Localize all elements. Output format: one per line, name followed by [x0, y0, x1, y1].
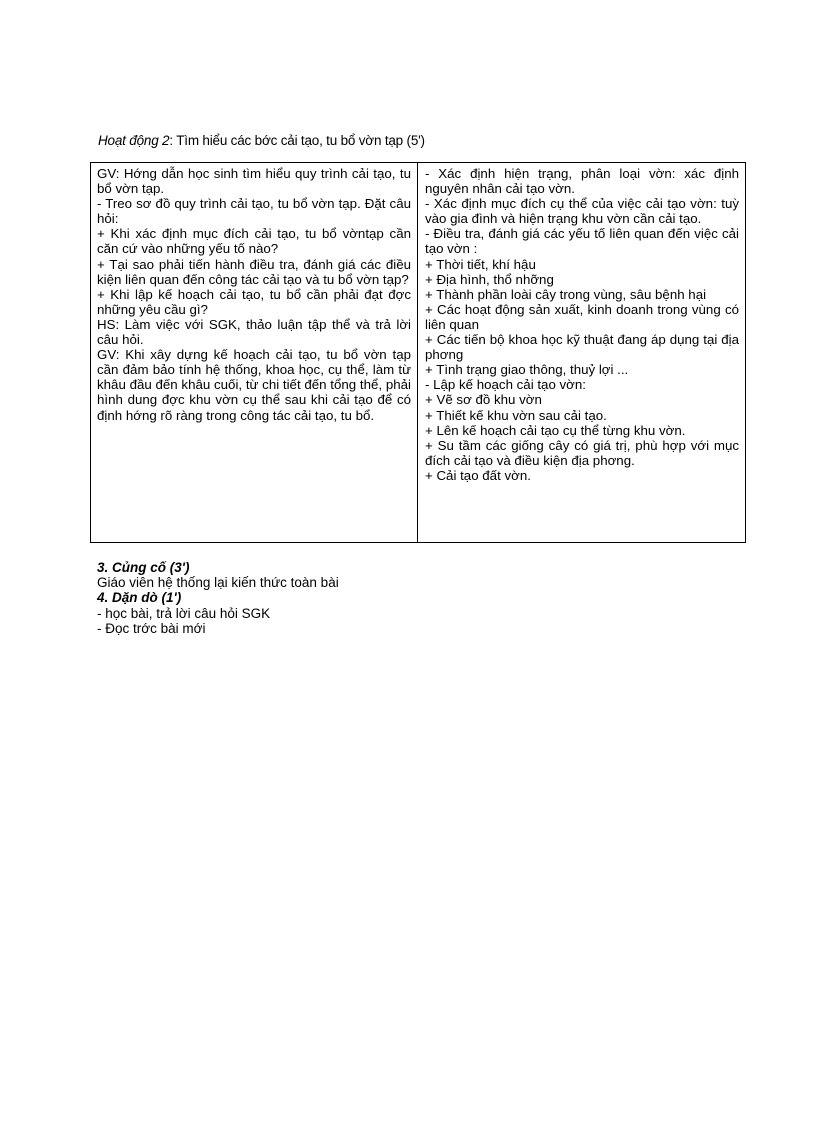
- consolidation-text: Giáo viên hệ thống lại kiến thức toàn bài: [97, 575, 339, 590]
- left-paragraph: HS: Làm việc với SGK, thảo luận tập thể và trả lời câu hỏi.: [97, 316, 411, 348]
- right-paragraph: + Các hoạt động sản xuất, kinh doanh trong vùng có liên quan: [425, 301, 739, 332]
- activity-title: : Tìm hiểu các bớc cải tạo, tu bổ vờn tạp (5'): [169, 133, 425, 148]
- activity-label: Hoạt động 2: [98, 133, 170, 148]
- right-paragraph: + Su tầm các giống cây có giá trị, phù hợp với mục đích cải tạo và điều kiện địa phơng.: [425, 437, 739, 468]
- right-paragraph: - Lập kế hoạch cải tạo vờn:: [425, 377, 586, 393]
- left-paragraph: + Khi xác định mục đích cải tạo, tu bổ vờntạp cần căn cứ vào những yếu tố nào?: [97, 226, 411, 257]
- right-paragraph: - Xác định mục đích cụ thể của việc cải tạo vờn: tuỳ vào gia đình và hiện trạng khu vờn cần cải tạo.: [425, 196, 739, 227]
- activity-heading: [98, 133, 425, 148]
- left-paragraph: - Treo sơ đồ quy trình cải tạo, tu bổ vờn tạp. Đặt câu hỏi:: [97, 196, 411, 227]
- consolidation-heading: 3. Củng cố (3'): [97, 560, 190, 575]
- homework-item: - học bài, trả lời câu hỏi SGK: [97, 606, 271, 621]
- left-paragraph: GV: Hớng dẫn học sinh tìm hiểu quy trình cải tạo, tu bổ vờn tạp.: [97, 166, 411, 197]
- left-paragraph: + Khi lập kế hoạch cải tạo, tu bổ cần phải đạt đợc những yêu cầu gì?: [97, 286, 411, 317]
- right-paragraph: - Điều tra, đánh giá các yếu tố liên quan đến việc cải tạo vờn :: [425, 226, 739, 257]
- right-paragraph: + Vẽ sơ đồ khu vờn: [425, 392, 542, 408]
- right-paragraph: + Lên kế hoạch cải tạo cụ thể từng khu vờn.: [425, 422, 686, 438]
- homework-item: - Đọc trớc bài mới: [97, 621, 206, 636]
- left-paragraph: GV: Khi xây dựng kế hoạch cải tạo, tu bổ vờn tạp cần đảm bảo tính hệ thống, khoa học, cụ thể, làm từ khâu đầu đến khâu cuối, từ chi tiết đến tổng thể, phải hình dung đợc khu vờn cụ thể sau khi cải tạo để có định hớng rõ ràng trong công tác cải tạo, tu bổ.: [97, 347, 411, 423]
- right-paragraph: + Thiết kế khu vờn sau cải tạo.: [425, 407, 607, 423]
- right-paragraph: + Cải tạo đất vờn.: [425, 467, 531, 483]
- content-column: [418, 163, 745, 542]
- homework-heading: 4. Dặn dò (1'): [97, 590, 182, 605]
- right-paragraph: + Thời tiết, khí hậu: [425, 256, 536, 272]
- teacher-student-column: [91, 163, 418, 542]
- content-table: [90, 162, 746, 543]
- right-paragraph: + Các tiến bộ khoa học kỹ thuật đang áp dụng tại địa phơng: [425, 332, 739, 363]
- left-paragraph: + Tại sao phải tiến hành điều tra, đánh giá các điều kiện liên quan đến công tác cải tạo và tu bổ vờn tạp?: [97, 256, 411, 287]
- right-paragraph: - Xác định hiện trạng, phân loại vờn: xác định nguyên nhân cải tạo vờn.: [425, 166, 739, 197]
- right-paragraph: + Tình trạng giao thông, thuỷ lợi ...: [425, 362, 629, 378]
- right-paragraph: + Thành phần loài cây trong vùng, sâu bệnh hại: [425, 286, 707, 302]
- right-paragraph: + Địa hình, thổ nhỡng: [425, 271, 554, 287]
